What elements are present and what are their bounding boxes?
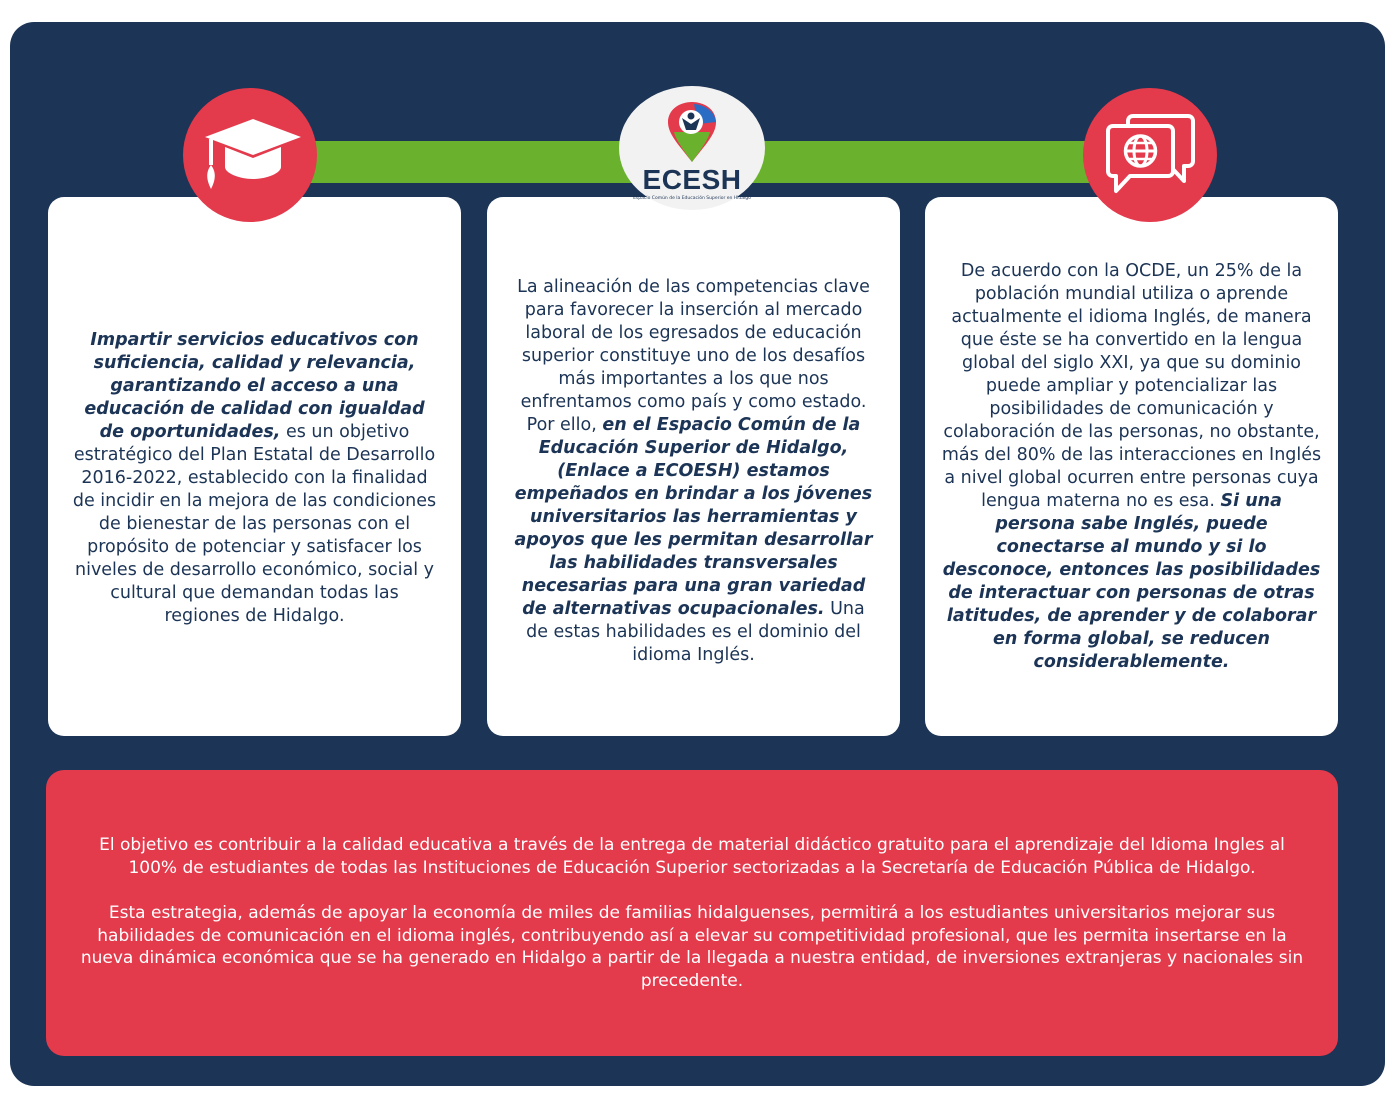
logo-subtitle: Espacio Común de la Educación Superior en Hidalgo bbox=[633, 196, 751, 201]
objective-paragraph: El objetivo es contribuir a la calidad educativa a través de la entrega de material didáctico gratuito para el aprendizaje del Idioma Ingles al 100% de estudiantes de todas las Instituciones de Educación Superior sectorizadas a la Secretaría de Educación Pública de Hidalgo. bbox=[99, 835, 1285, 878]
location-pin-icon bbox=[664, 100, 720, 164]
objective-banner bbox=[46, 770, 1338, 1056]
card-competencies bbox=[487, 197, 900, 736]
card-body: es un objetivo estratégico del Plan Estatal de Desarrollo 2016-2022, establecido con la finalidad de incidir en la mejora de las condiciones de bienestar de las personas con el propósito de potenciar y satisfacer los niveles de desarrollo económico, social y cultural que demandan todas las regiones de Hidalgo. bbox=[72, 422, 437, 626]
strategy-paragraph: Esta estrategia, además de apoyar la economía de miles de familias hidalguenses, permitirá a los estudiantes universitarios mejorar sus habilidades de comunicación en el idioma inglés, contribuyendo así a elevar su competitividad profesional, que les permita insertarse en la nueva dinámica económica que se ha generado en Hidalgo a partir de la llegada a nuestra entidad, de inversiones extranjeras y nacionales sin precedente. bbox=[80, 903, 1304, 991]
card-body: La alineación de las competencias clave para favorecer la inserción al mercado laboral de los egresados de educación superior constituye uno de los desafíos más importantes a los que nos enfrentamos como país y como estado. Por ello, bbox=[517, 277, 870, 435]
graduation-cap-badge bbox=[183, 88, 317, 222]
ecesh-logo bbox=[619, 86, 765, 210]
graduation-cap-icon bbox=[195, 115, 305, 195]
card-text bbox=[941, 260, 1323, 674]
globe-chat-badge bbox=[1083, 88, 1217, 222]
card-body: Una de estas habilidades es el dominio del idioma Inglés. bbox=[526, 599, 865, 665]
card-english-global bbox=[925, 197, 1338, 736]
card-emphasis: Si una persona sabe Inglés, puede conectarse al mundo y si lo desconoce, entonces las posibilidades de interactuar con personas de otras latitudes, de aprender y de colaborar en forma global, se reducen considerablemente. bbox=[942, 490, 1321, 672]
card-emphasis: en el Espacio Común de la Educación Superior de Hidalgo, (Enlace a ECOESH) estamos empeñados en brindar a los jóvenes universitarios las herramientas y apoyos que les permitan desarrollar las habilidades transversales necesarias para una gran variedad de alternativas ocupacionales. bbox=[514, 415, 873, 619]
card-education-objective bbox=[48, 197, 461, 736]
card-text bbox=[72, 305, 437, 628]
card-text bbox=[513, 266, 875, 667]
globe-chat-icon bbox=[1100, 109, 1200, 201]
card-emphasis: Impartir servicios educativos con suficiencia, calidad y relevancia, garantizando el acceso a una educación de calidad con igualdad de oportunidades, bbox=[84, 330, 425, 442]
logo-name: ECESH bbox=[642, 164, 742, 195]
card-body: De acuerdo con la OCDE, un 25% de la población mundial utiliza o aprende actualmente el idioma Inglés, de manera que éste se ha convertido en la lengua global del siglo XXI, ya que su dominio puede ampliar y potencializar las posibilidades de comunicación y colaboración de las personas, no obstante, más del 80% de las interacciones en Inglés a nivel global ocurren entre personas cuya lengua materna no es esa. bbox=[941, 260, 1322, 511]
